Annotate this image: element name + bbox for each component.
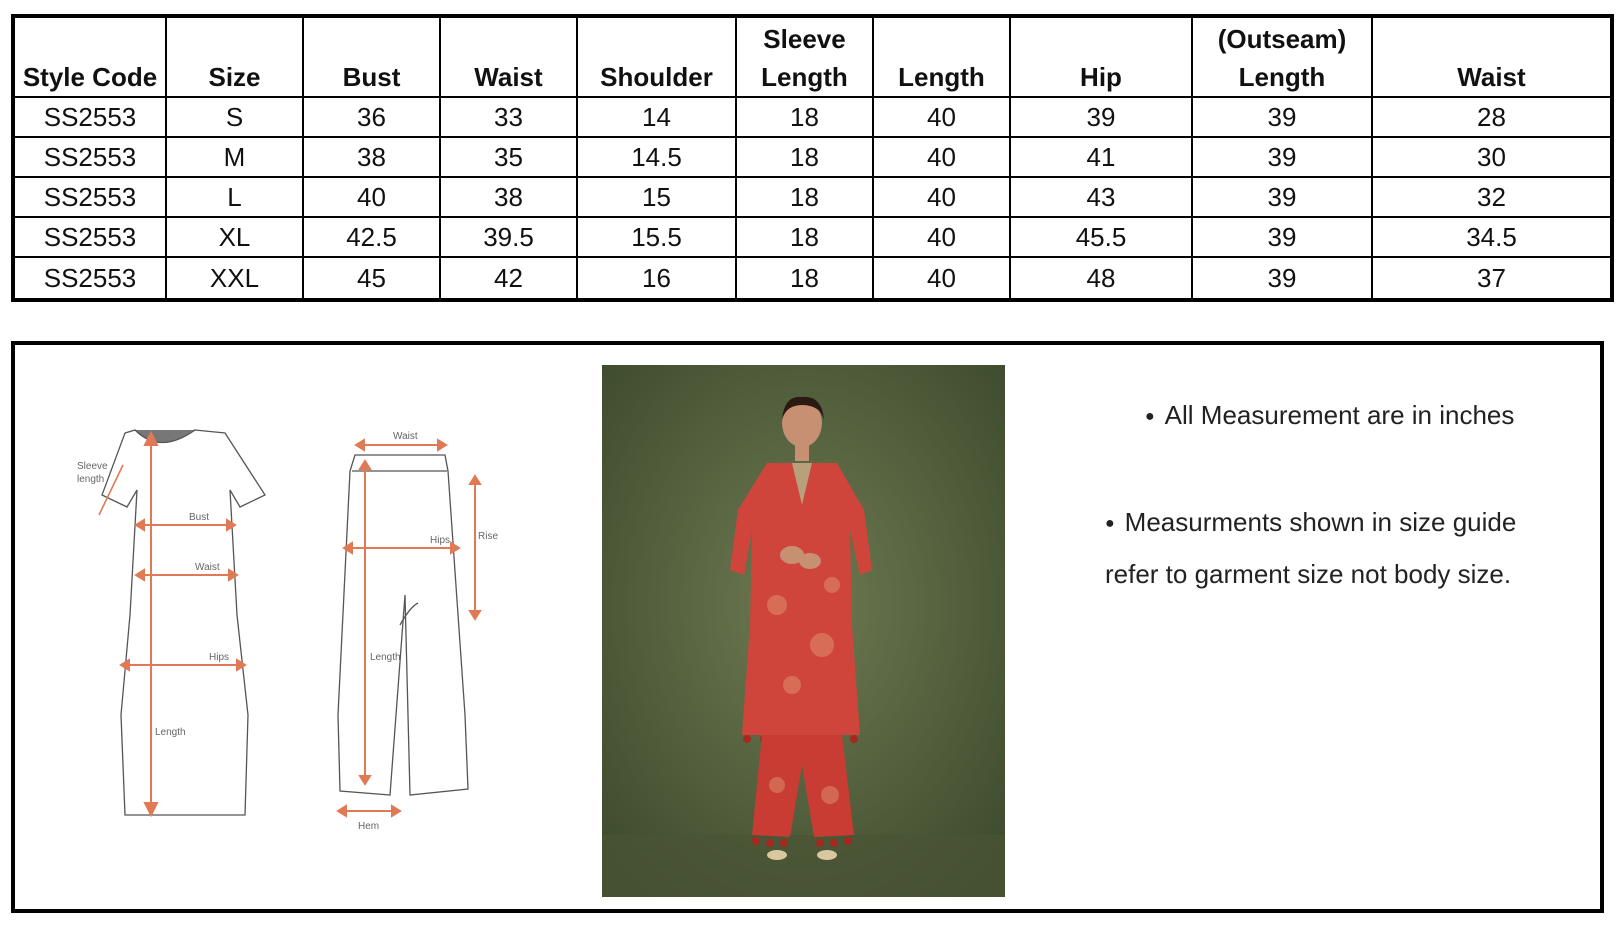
table-row (13, 217, 1612, 257)
table-cell: 34.5 (1372, 217, 1612, 257)
bust-label: Bust (189, 512, 210, 523)
table-cell: 18 (736, 137, 873, 177)
table-row (13, 137, 1612, 177)
info-panel (11, 341, 1604, 913)
table-cell: SS2553 (13, 217, 166, 257)
table-cell: 42 (440, 257, 577, 300)
table-row (13, 97, 1612, 137)
column-header: Hip (1010, 16, 1192, 97)
table-cell: 15.5 (577, 217, 736, 257)
column-header: Sleeve Length (736, 16, 873, 97)
model-photo (602, 365, 1005, 897)
table-cell: 39.5 (440, 217, 577, 257)
table-cell: S (166, 97, 303, 137)
table-cell: SS2553 (13, 177, 166, 217)
measurement-notes (1105, 395, 1575, 625)
table-cell: 42.5 (303, 217, 440, 257)
table-cell: 14 (577, 97, 736, 137)
size-chart (11, 14, 1610, 302)
table-cell: 39 (1192, 257, 1372, 300)
note-text: Measurments shown in size guide refer to garment size not body size. (1105, 507, 1517, 590)
table-cell: 41 (1010, 137, 1192, 177)
column-header: Size (166, 16, 303, 97)
sleeve-label-2: length (77, 474, 105, 485)
column-header: Length (873, 16, 1010, 97)
sleeve-label: Sleeve (77, 461, 108, 472)
table-cell: 33 (440, 97, 577, 137)
table-cell: 30 (1372, 137, 1612, 177)
table-cell: 18 (736, 177, 873, 217)
table-cell: 39 (1192, 177, 1372, 217)
table-cell: 36 (303, 97, 440, 137)
table-cell: 40 (873, 257, 1010, 300)
table-cell: 40 (873, 217, 1010, 257)
waist-label: Waist (393, 431, 418, 442)
hips-label: Hips (209, 652, 230, 663)
waist-label: Waist (195, 562, 220, 573)
table-cell: 32 (1372, 177, 1612, 217)
table-cell: 39 (1192, 97, 1372, 137)
table-cell: 40 (303, 177, 440, 217)
table-cell: 18 (736, 97, 873, 137)
table-cell: XL (166, 217, 303, 257)
column-header: (Outseam) Length (1192, 16, 1372, 97)
table-cell: L (166, 177, 303, 217)
table-cell: 38 (303, 137, 440, 177)
table-cell: 16 (577, 257, 736, 300)
hem-label: Hem (358, 821, 380, 832)
column-header: Waist (1372, 16, 1612, 97)
table-cell: 43 (1010, 177, 1192, 217)
kurta-measurement-diagram (65, 415, 295, 835)
length-label: Length (370, 652, 401, 663)
size-table-body (13, 97, 1612, 300)
table-cell: 48 (1010, 257, 1192, 300)
table-cell: 39 (1192, 137, 1372, 177)
table-cell: 28 (1372, 97, 1612, 137)
note-text: All Measurement are in inches (1164, 400, 1515, 430)
table-cell: 15 (577, 177, 736, 217)
table-cell: XXL (166, 257, 303, 300)
table-cell: SS2553 (13, 97, 166, 137)
table-header-row (13, 16, 1612, 97)
table-cell: 37 (1372, 257, 1612, 300)
table-cell: SS2553 (13, 137, 166, 177)
table-cell: 14.5 (577, 137, 736, 177)
note-item (1105, 395, 1575, 437)
table-cell: 40 (873, 137, 1010, 177)
table-cell: 40 (873, 97, 1010, 137)
table-cell: SS2553 (13, 257, 166, 300)
column-header: Shoulder (577, 16, 736, 97)
pants-measurement-diagram (330, 415, 510, 835)
table-row (13, 257, 1612, 300)
column-header: Style Code (13, 16, 166, 97)
table-cell: 45.5 (1010, 217, 1192, 257)
table-cell: 39 (1192, 217, 1372, 257)
table-row (13, 177, 1612, 217)
rise-label: Rise (478, 531, 499, 542)
bullet-icon: ● (1105, 515, 1115, 533)
size-table (11, 14, 1614, 302)
column-header: Waist (440, 16, 577, 97)
table-cell: 45 (303, 257, 440, 300)
table-cell: M (166, 137, 303, 177)
table-cell: 38 (440, 177, 577, 217)
table-cell: 18 (736, 217, 873, 257)
column-header: Bust (303, 16, 440, 97)
note-item (1105, 497, 1575, 599)
bullet-icon: ● (1145, 408, 1155, 426)
table-cell: 35 (440, 137, 577, 177)
table-cell: 40 (873, 177, 1010, 217)
table-cell: 18 (736, 257, 873, 300)
hips-label: Hips (430, 535, 451, 546)
table-cell: 39 (1010, 97, 1192, 137)
length-label: Length (155, 727, 186, 738)
